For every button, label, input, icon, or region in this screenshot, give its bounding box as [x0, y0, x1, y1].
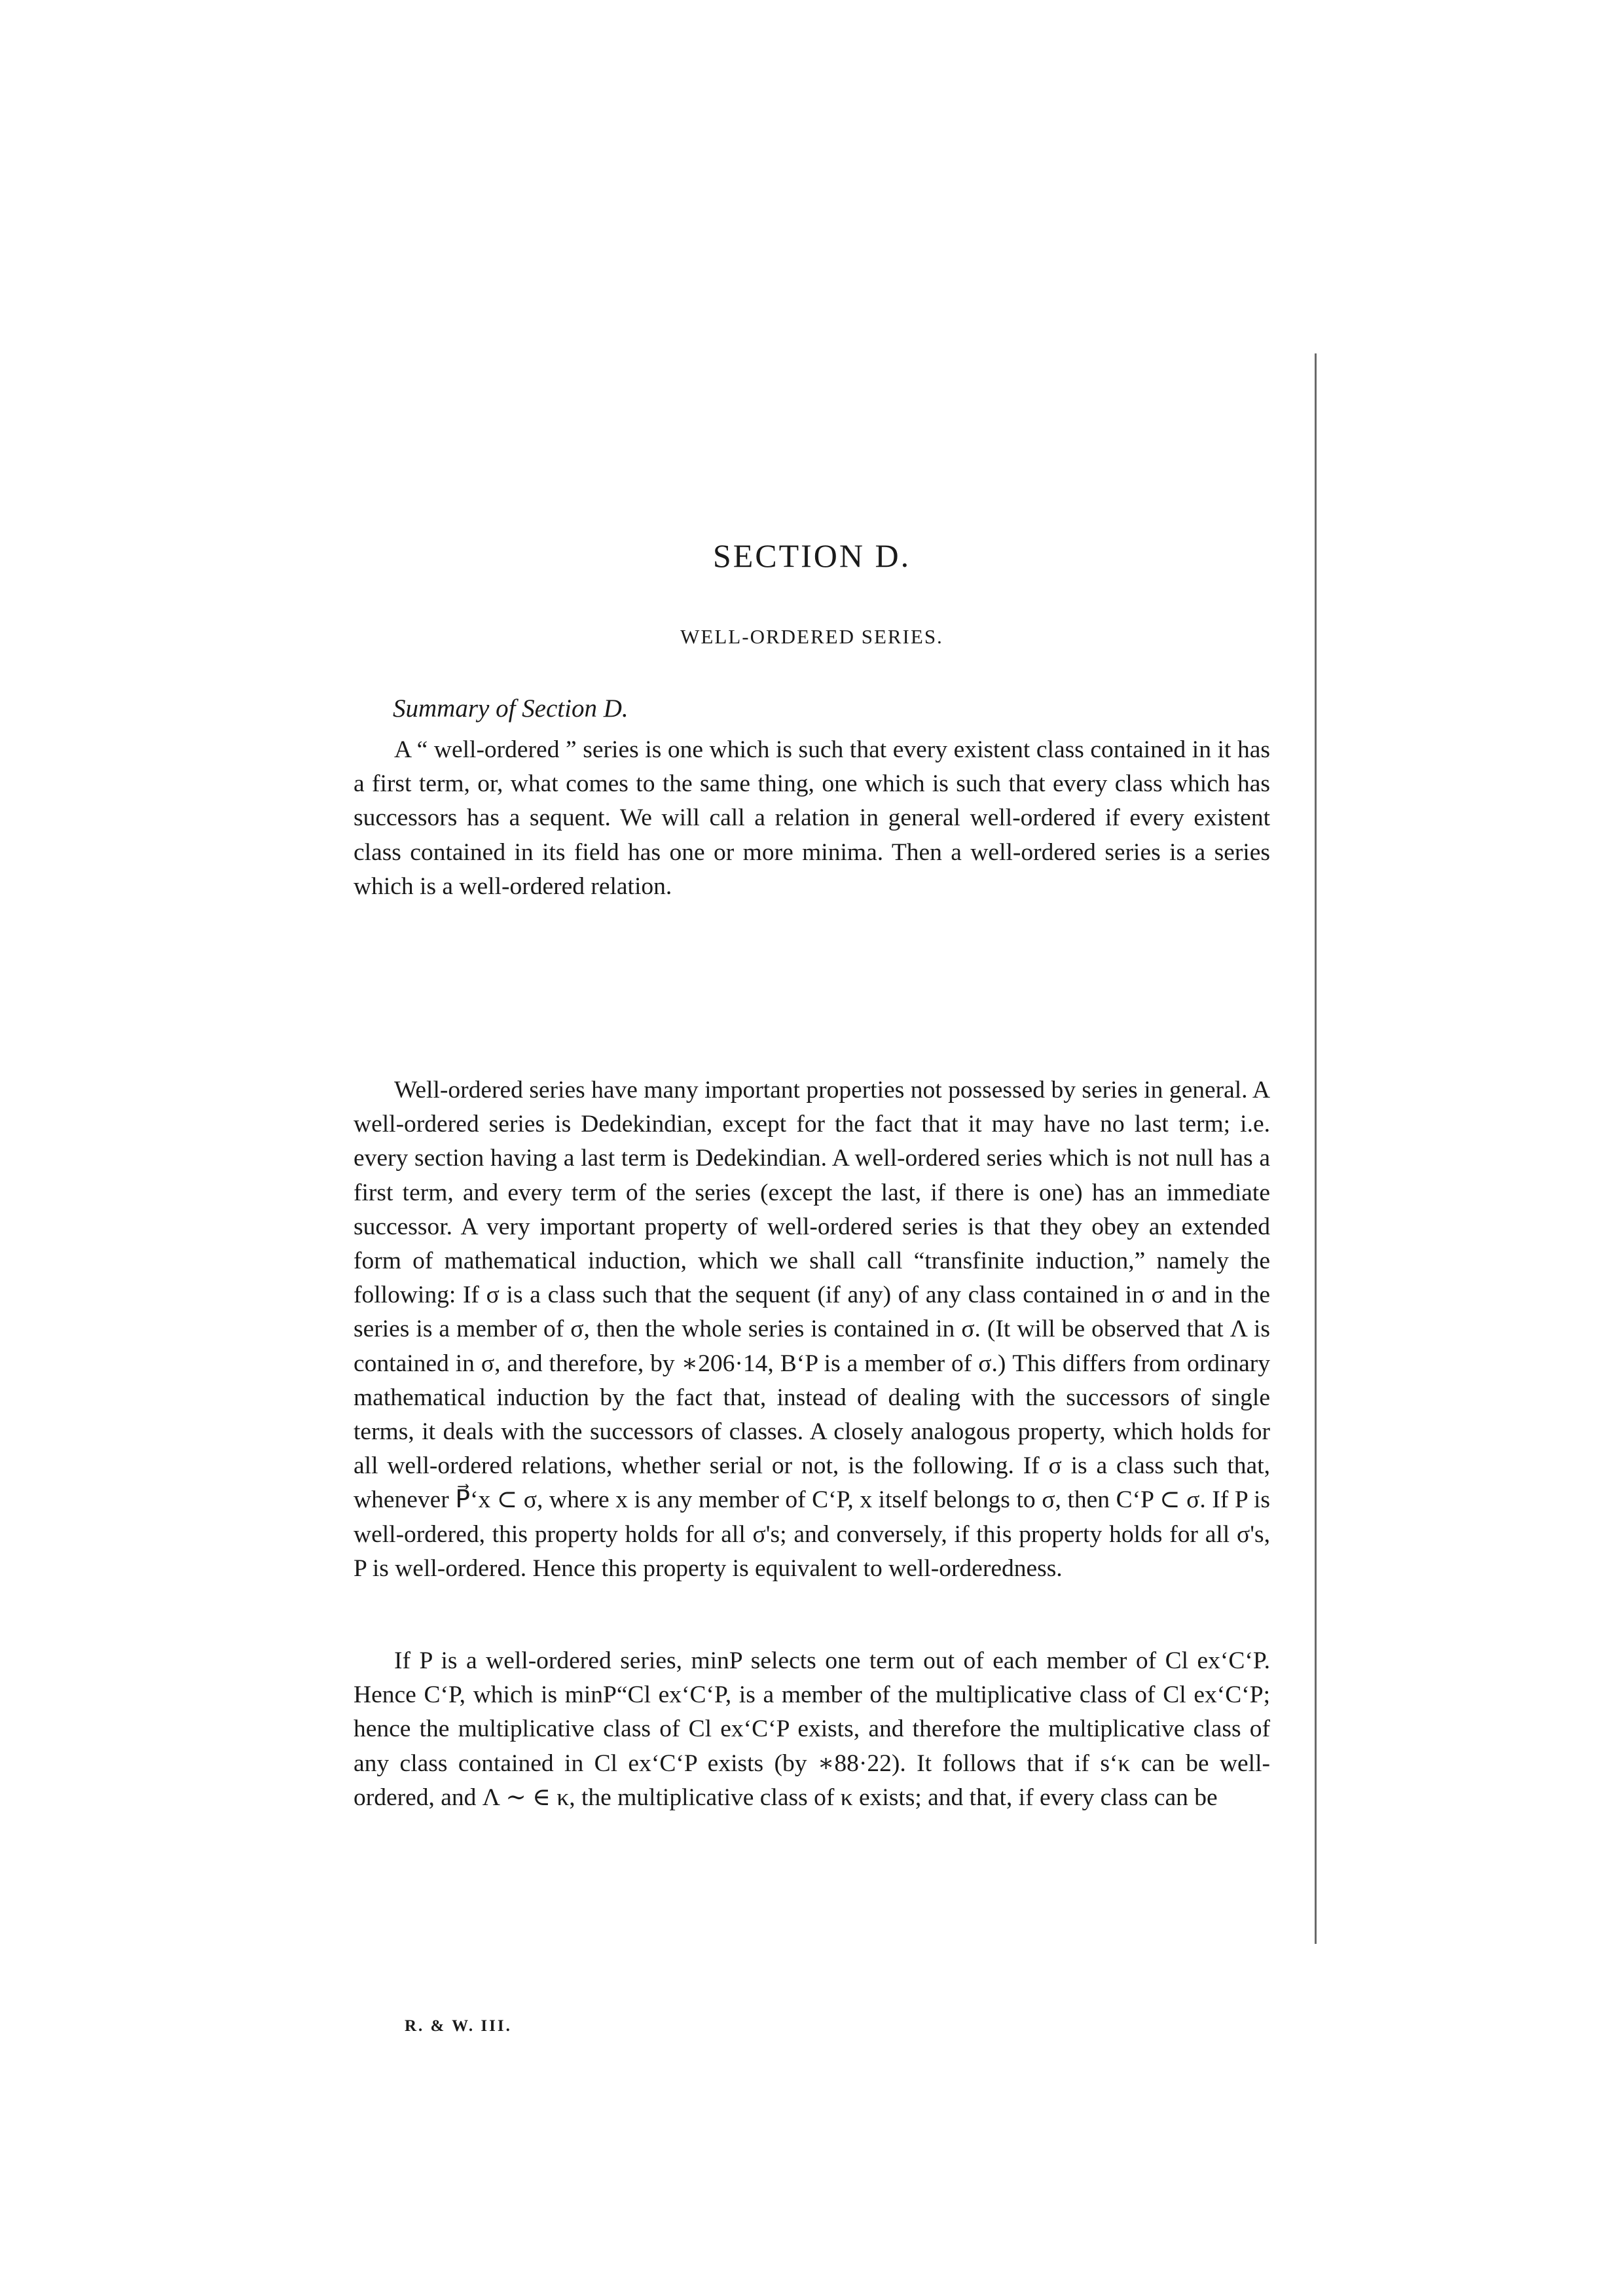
section-title: SECTION D. — [712, 537, 911, 574]
page-edge-rule — [1315, 353, 1317, 1944]
summary-heading: Summary of Section D. — [393, 694, 629, 723]
summary-paragraph-3: If P is a well-ordered series, minP selects one term out of each member of Cl ex‘C‘P. Hence C‘P, which is minP“Cl ex‘C‘P, is a member of the multiplicative class of Cl ex‘C‘P; hence the multiplicative class of Cl ex‘C‘P exists, and therefore the multiplicative class of any class contained in Cl ex‘C‘P exists (by ∗88·22). It follows that if s‘κ can be well-ordered, and Λ ∼ ∈ κ, the multiplicative class of κ exists; and that, if every class can be — [354, 1647, 1270, 1811]
section-subtitle: WELL-ORDERED SERIES. — [680, 625, 943, 648]
summary-paragraph-1: A “ well-ordered ” series is one which is such that every existent class contained in it has a first term, or, what comes to the same thing, one which is such that every class which has successors has a sequent. We will call a relation in general well-ordered if every existent class contained in its field has one or more minima. Then a well-ordered series is a series which is a well-ordered relation. — [354, 736, 1270, 900]
signature-mark: R. & W. III. — [405, 2017, 512, 2035]
summary-paragraph-2: Well-ordered series have many important properties not possessed by series in general. A well-ordered series is Dedekindian, except for the fact that it may have no last term; i.e. every section having a last term is Dedekindian. A well-ordered series which is not null has a first term, and every term of the series (except the last, if there is one) has an immediate successor. A very important property of well-ordered series is that they obey an extended form of mathematical induction, which we shall call “transfinite induction,” namely the following: If σ is a class such that the sequent (if any) of any class contained in σ and in the series is a member of σ, then the whole series is contained in σ. (It will be observed that Λ is contained in σ, and therefore, by ∗206·14, B‘P is a member of σ.) This differs from ordinary mathematical induction by the fact that, instead of dealing with the successors of single terms, it deals with the successors of classes. A closely analogous property, which holds for all well-ordered relations, whether serial or not, is the following. If σ is a class such that, whenever P⃗‘x ⊂ σ, where x is any member of C‘P, x itself belongs to σ, then C‘P ⊂ σ. If P is well-ordered, this property holds for all σ's; and conversely, if this property holds for all σ's, P is well-ordered. Hence this property is equivalent to well-orderedness. — [354, 1077, 1270, 1582]
